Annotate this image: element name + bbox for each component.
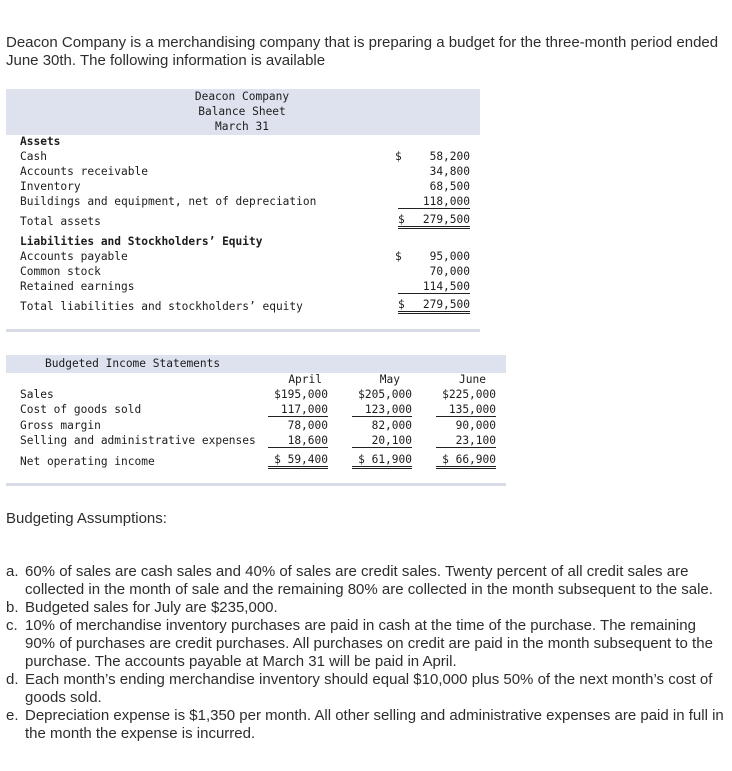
gross-margin-may: 82,000 (371, 419, 412, 432)
assumption-e-letter: e. (6, 707, 19, 724)
cogs-june: 135,000 (436, 403, 496, 417)
cash-dollar-sign: $ (395, 150, 402, 163)
income-statements-bottom-rule (6, 483, 506, 486)
month-june: June (459, 373, 486, 386)
buildings-label: Buildings and equipment, net of depreciation (20, 195, 317, 208)
ap-dollar-sign: $ (395, 250, 402, 263)
total-liabilities-label: Total liabilities and stockholders’ equity (20, 300, 303, 313)
income-title: Budgeted Income Statements (45, 357, 221, 370)
assumption-e (6, 707, 730, 743)
assumption-d-letter: d. (6, 671, 19, 688)
assets-heading: Assets (20, 135, 61, 148)
month-april: April (288, 373, 322, 386)
gross-margin-june: 90,000 (455, 419, 496, 432)
net-income-label: Net operating income (20, 455, 155, 468)
cash-label: Cash (20, 150, 47, 163)
assumption-c-letter: c. (6, 617, 18, 634)
cogs-april: 117,000 (268, 403, 328, 417)
retained-earnings-label: Retained earnings (20, 280, 135, 293)
balance-sheet (6, 89, 480, 334)
liabilities-heading: Liabilities and Stockholders’ Equity (20, 235, 263, 248)
bs-date: March 31 (215, 120, 269, 133)
assumptions-heading: Budgeting Assumptions: (6, 510, 167, 527)
bs-company: Deacon Company (194, 90, 290, 103)
assumption-e-text: Depreciation expense is $1,350 per month. All other selling and administrative expenses are paid in full in the month the expense is incurred. (25, 707, 724, 742)
total-liabilities-value: 279,500 (398, 298, 470, 314)
ar-label: Accounts receivable (20, 165, 148, 178)
month-may: May (379, 373, 400, 386)
gross-margin-label: Gross margin (20, 419, 101, 432)
assumption-d-text: Each month’s ending merchandise inventory should equal $10,000 plus 50% of the next month’s cost of goods sold. (25, 671, 713, 706)
ap-value: 95,000 (429, 250, 470, 263)
sales-may: $205,000 (358, 388, 412, 401)
inventory-label: Inventory (20, 180, 81, 193)
net-income-may: $ 61,900 (352, 453, 412, 469)
assumption-c (6, 617, 730, 671)
selling-admin-label: Selling and administrative expenses (20, 434, 256, 447)
assumptions-list (6, 563, 730, 743)
ar-value: 34,800 (429, 165, 470, 178)
assumption-b-letter: b. (6, 599, 19, 616)
retained-earnings-value: 114,500 (398, 280, 470, 294)
inventory-value: 68,500 (429, 180, 470, 193)
cogs-label: Cost of goods sold (20, 403, 142, 416)
income-statements (6, 355, 506, 490)
sales-april: $195,000 (274, 388, 328, 401)
assumption-b-text: Budgeted sales for July are $235,000. (25, 599, 278, 616)
common-stock-label: Common stock (20, 265, 101, 278)
bs-title: Balance Sheet (198, 105, 286, 118)
total-assets-label: Total assets (20, 215, 101, 228)
buildings-value: 118,000 (398, 195, 470, 209)
assumption-c-text: 10% of merchandise inventory purchases are paid in cash at the time of the purchase. The remaining 90% of purchases are credit purchases. All purchases on credit are paid in the month subsequent to the purchase. The accounts payable at March 31 will be paid in April. (25, 617, 713, 670)
total-assets-value: 279,500 (398, 213, 470, 229)
assumption-a-letter: a. (6, 563, 19, 580)
sales-label: Sales (20, 388, 54, 401)
assumption-d (6, 671, 730, 707)
cogs-may: 123,000 (352, 403, 412, 417)
intro-paragraph: Deacon Company is a merchandising company that is preparing a budget for the three-month period ended June 30th. The following information is available (6, 34, 719, 69)
assumption-a-text: 60% of sales are cash sales and 40% of sales are credit sales. Twenty percent of all credit sales are collected in the month of sale and the remaining 80% are collected in the month subsequent to the sale. (25, 563, 713, 598)
common-stock-value: 70,000 (429, 265, 470, 278)
assumption-b (6, 599, 730, 617)
total-assets-dollar-sign: $ (398, 213, 405, 226)
cash-value: 58,200 (429, 150, 470, 163)
assumption-a (6, 563, 730, 599)
selling-admin-june: 23,100 (436, 434, 496, 448)
sales-june: $225,000 (442, 388, 496, 401)
ap-label: Accounts payable (20, 250, 128, 263)
net-income-june: $ 66,900 (436, 453, 496, 469)
balance-sheet-bottom-rule (6, 329, 480, 332)
gross-margin-april: 78,000 (287, 419, 328, 432)
net-income-april: $ 59,400 (268, 453, 328, 469)
selling-admin-may: 20,100 (352, 434, 412, 448)
selling-admin-april: 18,600 (268, 434, 328, 448)
total-liabilities-dollar-sign: $ (398, 298, 405, 311)
